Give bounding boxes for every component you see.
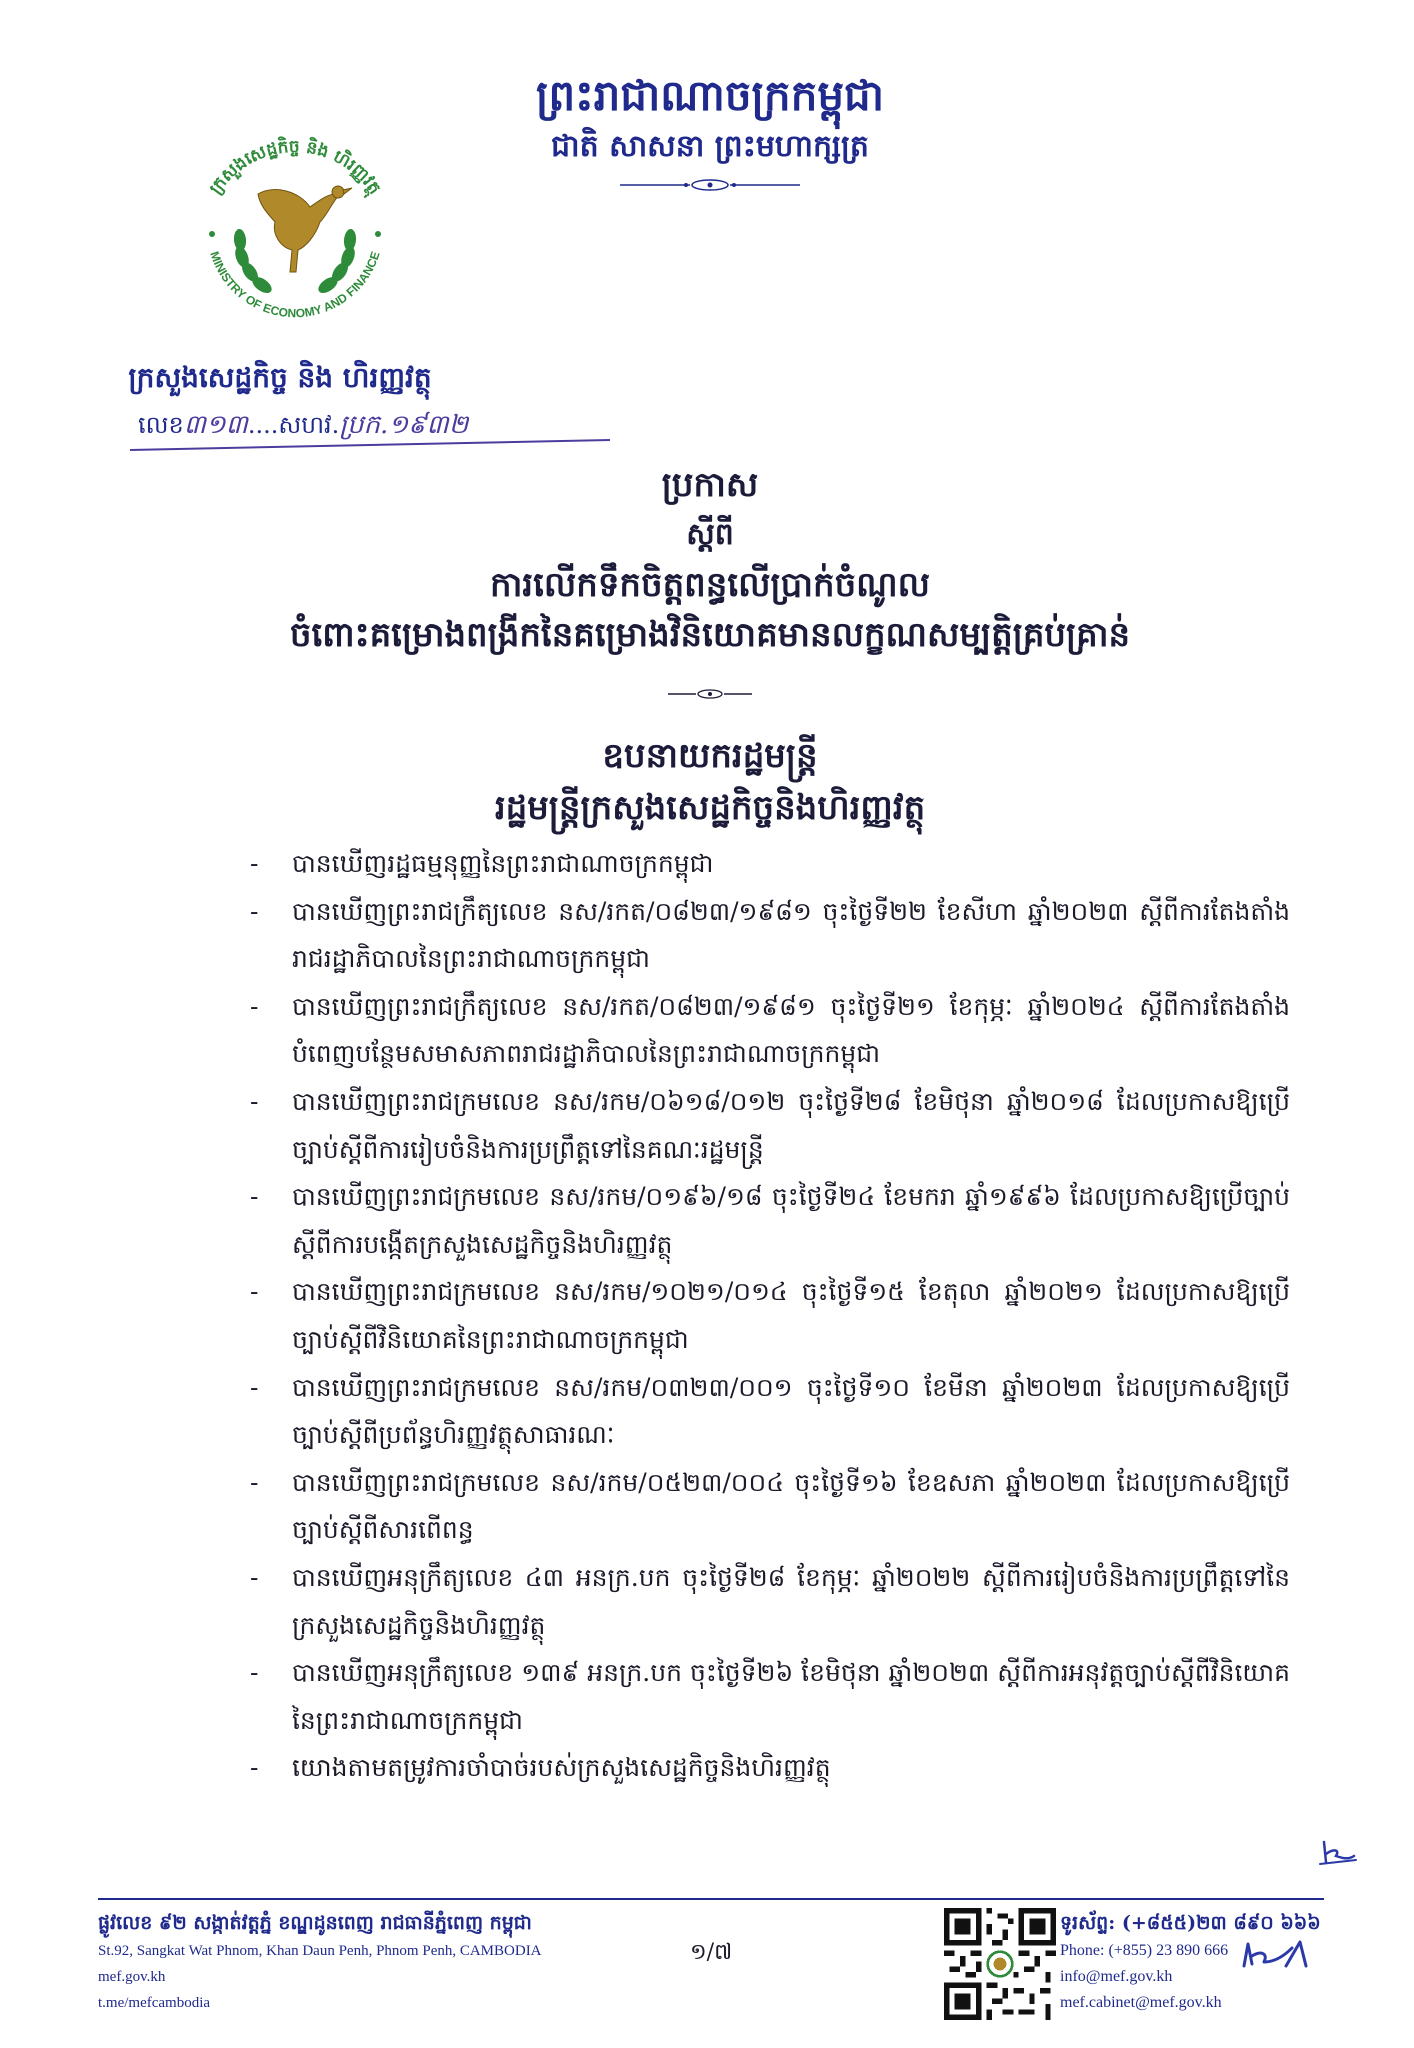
page-number: ១/៧ bbox=[690, 1940, 733, 1965]
reference-code: សហវ. bbox=[278, 411, 340, 439]
reference-number: លេខ៣១៣....សហវ.ប្រក.១៩៣២ bbox=[138, 410, 469, 440]
title-line-1: ការលើកទឹកចិត្តពន្ធលើប្រាក់ចំណូល bbox=[489, 565, 931, 605]
handwritten-initial bbox=[1318, 1838, 1358, 1868]
telegram-link[interactable]: t.me/mefcambodia bbox=[98, 1995, 211, 2011]
list-item: - បានឃើញព្រះរាជក្រឹត្យលេខ នស/រកត/០៨២៣/១៩៨១ ចុះថ្ងៃទី២១ ខែកុម្ភៈ ឆ្នាំ២០២៤ ស្តីពីការតែងតាំងបំពេញបន្ថែមសមាសភាពរាជរដ្ឋាភិបាលនៃព្រះរាជាណាចក្រកម្ពុជា bbox=[250, 991, 1290, 1069]
issuer-block bbox=[200, 730, 1220, 834]
list-item: - បានឃើញអនុក្រឹត្យលេខ ៤៣ អនក្រ.បក ចុះថ្ងៃទី២៨ ខែកុម្ភៈ ឆ្នាំ២០២២ ស្តីពីការរៀបចំនិងការប្រព្រឹត្តទៅនៃក្រសួងសេដ្ឋកិច្ចនិងហិរញ្ញវត្ថុ bbox=[250, 1562, 1290, 1640]
footer-address bbox=[98, 1908, 542, 2016]
ministry-emblem bbox=[180, 122, 410, 352]
list-item: - បានឃើញព្រះរាជក្រមលេខ នស/រកម/១០២១/០១៤ ចុះថ្ងៃទី១៥ ខែតុលា ឆ្នាំ២០២១ ដែលប្រកាសឱ្យប្រើច្បាប់ស្តីពីវិនិយោគនៃព្រះរាជាណាចក្រកម្ពុជា bbox=[250, 1277, 1290, 1354]
list-item: - យោងតាមតម្រូវការចាំបាច់របស់ក្រសួងសេដ្ឋកិច្ចនិងហិរញ្ញវត្ថុ bbox=[250, 1753, 831, 1783]
reference-number-value: ៣១៣ bbox=[183, 410, 248, 440]
list-item: - បានឃើញព្រះរាជក្រមលេខ នស/រកម/០៣២៣/០០១ ចុះថ្ងៃទី១០ ខែមីនា ឆ្នាំ២០២៣ ដែលប្រកាសឱ្យប្រើច្បាប់ស្តីពីប្រព័ន្ធហិរញ្ញវត្ថុសាធារណៈ bbox=[250, 1372, 1290, 1450]
header-ornament bbox=[620, 178, 800, 192]
issuer-title-2: រដ្ឋមន្ត្រីក្រសួងសេដ្ឋកិច្ចនិងហិរញ្ញវត្ថុ bbox=[494, 788, 926, 828]
recitals-list bbox=[250, 840, 1290, 1792]
address-khmer: ផ្លូវលេខ ៩២ សង្កាត់វត្តភ្នំ ខណ្ឌដូនពេញ រាជធានីភ្នំពេញ កម្ពុជា bbox=[98, 1912, 532, 1934]
handwritten-initial-footer bbox=[1240, 1936, 1316, 1976]
list-item: - បានឃើញរដ្ឋធម្មនុញ្ញនៃព្រះរាជាណាចក្រកម្ពុជា bbox=[250, 849, 714, 878]
ministry-name: ក្រសួងសេដ្ឋកិច្ច និង ហិរញ្ញវត្ថុ bbox=[128, 361, 432, 394]
emblem-ring-kh: ក្រសួងសេដ្ឋកិច្ច និង ហិរញ្ញវត្ថុ bbox=[205, 136, 385, 199]
title-block bbox=[200, 460, 1220, 660]
document-type: ប្រកាស bbox=[661, 465, 759, 505]
kingdom-title: ព្រះរាជាណាចក្រកម្ពុជា bbox=[535, 71, 885, 120]
address-english: St.92, Sangkat Wat Phnom, Khan Daun Penh, Phnom Penh, CAMBODIA bbox=[98, 1943, 542, 1959]
list-item: - បានឃើញព្រះរាជក្រឹត្យលេខ នស/រកត/០៨២៣/១៩៨១ ចុះថ្ងៃទី២២ ខែសីហា ឆ្នាំ២០២៣ ស្តីពីការតែងតាំងរាជរដ្ឋាភិបាលនៃព្រះរាជាណាចក្រកម្ពុជា bbox=[250, 896, 1290, 974]
list-item: - បានឃើញព្រះរាជក្រមលេខ នស/រកម/០៦១៨/០១២ ចុះថ្ងៃទី២៨ ខែមិថុនា ឆ្នាំ២០១៨ ដែលប្រកាសឱ្យប្រើច្បាប់ស្តីពីការរៀបចំនិងការប្រព្រឹត្តទៅនៃគណៈរដ្ឋមន្ត្រី bbox=[250, 1086, 1290, 1164]
list-item: - បានឃើញព្រះរាជក្រមលេខ នស/រកម/០៥២៣/០០៤ ចុះថ្ងៃទី១៦ ខែឧសភា ឆ្នាំ២០២៣ ដែលប្រកាសឱ្យប្រើច្បាប់ស្តីពីសារពើពន្ធ bbox=[250, 1467, 1290, 1545]
list-item: - បានឃើញព្រះរាជក្រមលេខ នស/រកម/០១៩៦/១៨ ចុះថ្ងៃទី២៤ ខែមករា ឆ្នាំ១៩៩៦ ដែលប្រកាសឱ្យប្រើច្បាប់ស្តីពីការបង្កើតក្រសួងសេដ្ឋកិច្ចនិងហិរញ្ញវត្ថុ bbox=[250, 1182, 1290, 1259]
email-info[interactable]: info@mef.gov.kh bbox=[1060, 1968, 1173, 1985]
emblem-ring-en: MINISTRY OF ECONOMY AND FINANCE bbox=[207, 249, 383, 321]
phone-english[interactable]: Phone: (+855) 23 890 666 bbox=[1060, 1942, 1229, 1959]
footer-divider bbox=[98, 1898, 1324, 1900]
issuer-title-1: ឧបនាយករដ្ឋមន្ត្រី bbox=[602, 736, 818, 776]
phone-khmer: ទូរស័ព្ទ: (+៨៥៥)២៣ ៨៩០ ៦៦៦ bbox=[1060, 1912, 1321, 1934]
title-about: ស្តីពី bbox=[686, 517, 734, 552]
svg-text:ក្រសួងសេដ្ឋកិច្ច និង ហិរញ្ញវត្ bbox=[206, 135, 385, 200]
qr-code-icon bbox=[944, 1908, 1056, 2020]
email-cabinet[interactable]: mef.cabinet@mef.gov.kh bbox=[1060, 1994, 1222, 2011]
kingdom-header bbox=[480, 68, 940, 170]
reference-prefix: លេខ bbox=[138, 411, 184, 439]
title-ornament bbox=[668, 688, 752, 700]
title-line-2: ចំពោះគម្រោងពង្រីកនៃគម្រោងវិនិយោគមានលក្ខណសម្បត្តិគ្រប់គ្រាន់ bbox=[289, 615, 1131, 655]
reference-date: ប្រក.១៩៣២ bbox=[339, 410, 469, 440]
list-item: - បានឃើញអនុក្រឹត្យលេខ ១៣៩ អនក្រ.បក ចុះថ្ងៃទី២៦ ខែមិថុនា ឆ្នាំ២០២៣ ស្តីពីការអនុវត្តច្បាប់ស្តីពីវិនិយោគនៃព្រះរាជាណាចក្រកម្ពុជា bbox=[250, 1658, 1290, 1735]
kingdom-motto: ជាតិ សាសនា ព្រះមហាក្សត្រ bbox=[551, 129, 869, 164]
website-link[interactable]: mef.gov.kh bbox=[98, 1969, 166, 1985]
